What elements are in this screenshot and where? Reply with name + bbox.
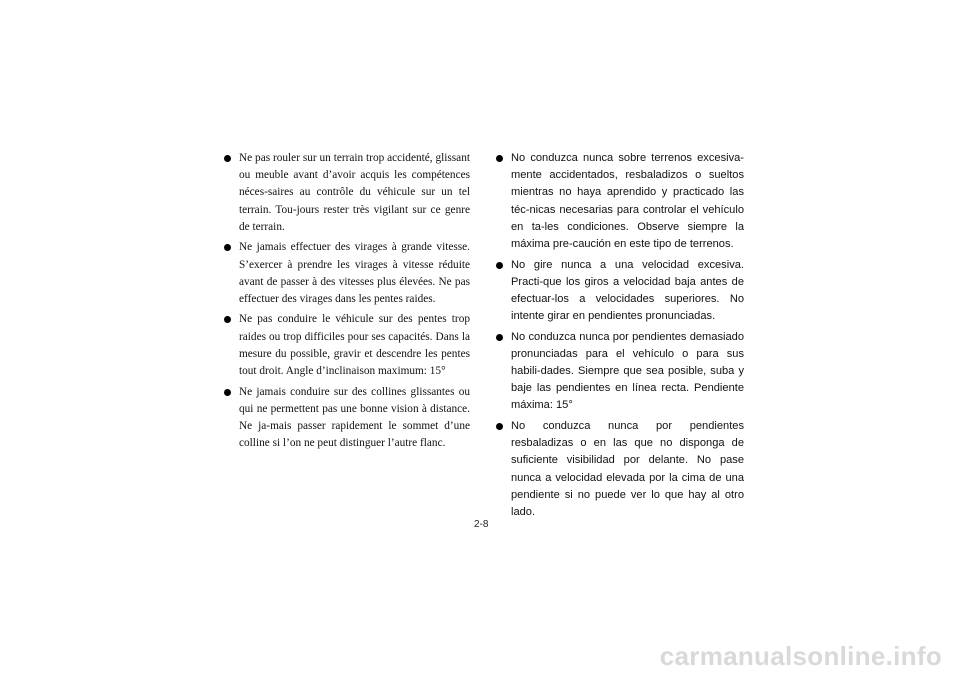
bullet-icon — [224, 389, 231, 396]
item-text: Ne pas conduire le véhicule sur des pentes trop raides ou trop difficiles pour ses capacités. Dans la mesure du possible, gravir et descendre les pentes tout droit. Angle d’inclinaison maximum: 15° — [239, 313, 470, 378]
page-number: 2-8 — [474, 519, 489, 530]
bullet-icon — [224, 316, 231, 323]
list-item — [222, 239, 470, 308]
item-text: No conduzca nunca por pendientes resbaladizas o en las que no disponga de suficiente visibilidad por delante. No pase nunca a velocidad elevada por la cima de una pendiente si no puede ver lo que hay al otro lado. — [511, 419, 744, 518]
list-item — [494, 150, 744, 253]
list-item — [222, 384, 470, 453]
list-item — [494, 257, 744, 326]
item-text: Ne jamais effectuer des virages à grande vitesse. S’exercer à prendre les virages à vitesse réduite avant de passer à des vitesses plus élevées. Ne pas effectuer des virages dans les pentes raides. — [239, 241, 470, 305]
item-text: Ne pas rouler sur un terrain trop accidenté, glissant ou meuble avant d’avoir acquis les compétences néces-saires au contrôle du véhicule sur un tel terrain. Tou-jours rester très vigilant sur ce genre de terrain. — [239, 152, 470, 233]
item-text: No gire nunca a una velocidad excesiva. Practi-que los giros a velocidad baja antes de efectuar-los a velocidades superiores. No intente girar en pendientes pronunciadas. — [511, 258, 744, 323]
bullet-icon — [496, 155, 503, 162]
item-text: No conduzca nunca sobre terrenos excesiva-mente accidentados, resbaladizos o sueltos mientras no haya aprendido y practicado las téc-nicas necesarias para controlar el vehículo en ta-les condiciones. Observe siempre la máxima pre-caución en este tipo de terrenos. — [511, 152, 744, 251]
list-item — [222, 311, 470, 380]
item-text: No conduzca nunca por pendientes demasiado pronunciadas para el vehículo o para sus habili-dades. Siempre que sea posible, suba y baje las pendientes en línea recta. Pendiente máxima: 15° — [511, 330, 744, 412]
bullet-icon — [224, 244, 231, 251]
spanish-column — [494, 150, 744, 524]
bullet-icon — [496, 262, 503, 269]
list-item — [494, 329, 744, 415]
bullet-icon — [496, 334, 503, 341]
item-text: Ne jamais conduire sur des collines glissantes ou qui ne permettent pas une bonne vision à distance. Ne ja-mais passer rapidement le sommet d’une colline si l’on ne peut distinguer l’autre flanc. — [239, 385, 470, 450]
list-item — [494, 418, 744, 521]
french-column — [222, 150, 470, 456]
bullet-icon — [496, 423, 503, 430]
bullet-icon — [224, 155, 231, 162]
list-item — [222, 150, 470, 236]
watermark: carmanualsonline.info — [659, 641, 942, 671]
